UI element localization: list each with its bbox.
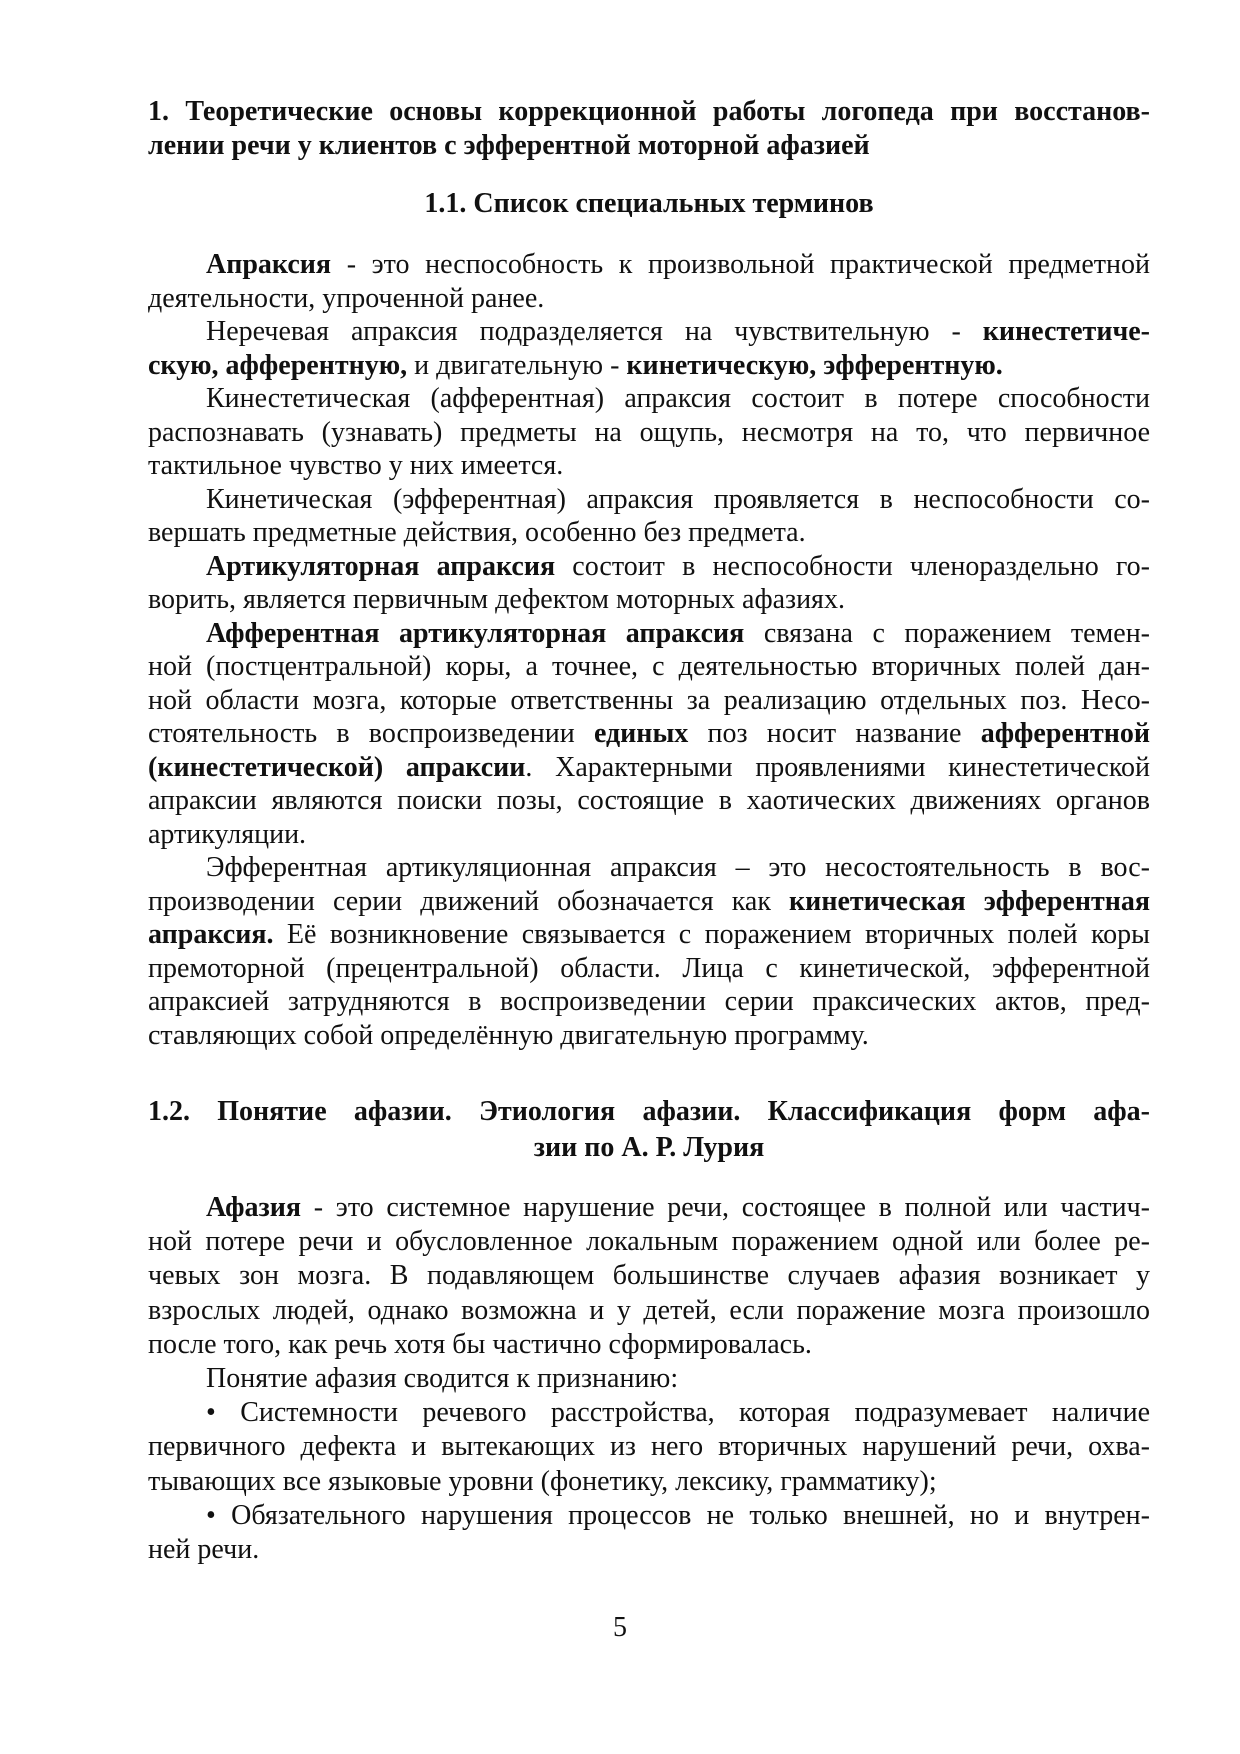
- text-run: апраксией затрудняются в воспроизведении серии праксических актов, пред-: [148, 986, 1150, 1017]
- text-line: [148, 952, 1150, 986]
- bold-term: Афазия: [206, 1192, 302, 1223]
- text-run: производении серии движений обозначается как: [148, 885, 790, 917]
- text-run: Кинетическая (эфферентная) апраксия проявляется в неспособности со-: [206, 483, 1150, 515]
- text-run: чевых зон мозга. В подавляющем большинстве случаев афазия возникает у: [148, 1260, 1150, 1292]
- paragraph: [148, 1362, 1150, 1396]
- text-run: состоит в неспособности членораздельно го-: [555, 550, 1151, 582]
- text-run: ной области мозга, которые ответственны за реализацию отдельных поз. Несо-: [148, 684, 1150, 716]
- paragraph: [148, 1499, 1150, 1567]
- text-line: [148, 1396, 1150, 1430]
- bold-term: афферентной: [980, 718, 1151, 749]
- paragraph: [148, 248, 1150, 315]
- text-line: [148, 717, 1150, 751]
- text-line: [148, 1130, 1150, 1166]
- text-line: [148, 315, 1150, 349]
- text-run: артикуляции.: [148, 818, 307, 850]
- text-run: зии по А. Р. Лурия: [533, 1132, 765, 1163]
- text-run: апраксии являются поиски позы, состоящие в хаотических движениях органов: [148, 785, 1150, 816]
- bold-term: Афферентная артикуляторная апраксия: [206, 617, 745, 649]
- text-run: распознавать (узнавать) предметы на ощупь, несмотря на то, что первичное: [148, 416, 1150, 448]
- paragraph: [148, 483, 1150, 550]
- text-line: [148, 483, 1150, 517]
- paragraph: [148, 382, 1150, 483]
- paragraph: [148, 1191, 1150, 1362]
- section-1-1-body: [148, 248, 1150, 1052]
- text-line: [148, 1362, 1150, 1396]
- text-run: Эфферентная артикуляционная апраксия – это несостоятельность в вос-: [206, 852, 1150, 883]
- text-run: . Характерными проявлениями кинестетической: [525, 751, 1150, 783]
- text-line: [148, 282, 1150, 316]
- text-line: [148, 851, 1150, 885]
- text-run: после того, как речь хотя бы частично сформировалась.: [148, 1328, 812, 1360]
- text-run: ставляющих собой определённую двигательную программу.: [148, 1019, 869, 1051]
- text-line: [148, 95, 1150, 129]
- text-run: 1. Теоретические основы коррекционной работы логопеда при восстанов-: [148, 96, 1150, 127]
- text-line: [148, 818, 1150, 852]
- text-run: Кинестетическая (афферентная) апраксия состоит в потере способности: [206, 383, 1150, 414]
- text-line: [148, 1094, 1150, 1130]
- text-line: [148, 583, 1150, 617]
- chapter-heading: [148, 95, 1150, 163]
- paragraph: [148, 851, 1150, 1052]
- text-line: [148, 684, 1150, 718]
- text-run: тывающих все языковые уровни (фонетику, лексику, грамматику);: [148, 1465, 937, 1497]
- text-run: ной (постцентральной) коры, а точнее, с деятельностью вторичных полей дан-: [148, 651, 1150, 682]
- text-line: [148, 516, 1150, 550]
- text-run: и двигательную -: [407, 349, 627, 381]
- text-line: [148, 650, 1150, 684]
- text-run: связана с поражением темен-: [744, 617, 1151, 649]
- text-line: [148, 550, 1150, 584]
- text-line: [148, 1328, 1150, 1362]
- text-run: вершать предметные действия, особенно без предмета.: [148, 517, 806, 548]
- paragraph: [148, 1396, 1150, 1499]
- text-run: Понятие афазия сводится к признанию:: [206, 1363, 679, 1395]
- text-line: [148, 1533, 1150, 1567]
- text-run: стоятельность в воспроизведении: [148, 718, 594, 749]
- bold-term: кинетическая эфферентная: [789, 885, 1150, 917]
- section-1-2-body: [148, 1191, 1150, 1567]
- text-line: [148, 382, 1150, 416]
- text-run: премоторной (прецентральной) области. Лица с кинетической, эфферентной: [148, 952, 1150, 984]
- bold-term: (кинестетической) апраксии: [148, 751, 526, 783]
- text-line: [148, 985, 1150, 1019]
- bold-term: единых: [593, 718, 689, 749]
- paragraph: [148, 315, 1150, 382]
- text-run: 1.2. Понятие афазии. Этиология афазии. Классификация форм афа-: [148, 1096, 1150, 1127]
- text-run: ворить, является первичным дефектом моторных афазиях.: [148, 584, 845, 615]
- page-number: 5: [613, 1612, 627, 1643]
- bold-term: скую, афферентную,: [148, 349, 408, 381]
- text-run: ной потере речи и обусловленное локальным поражением одной или более ре-: [148, 1226, 1150, 1258]
- text-run: лении речи у клиентов с эфферентной моторной афазией: [148, 130, 870, 161]
- text-run: деятельности, упроченной ранее.: [148, 282, 545, 314]
- text-run: ней речи.: [148, 1534, 260, 1566]
- text-line: [148, 1430, 1150, 1464]
- text-line: [148, 129, 1150, 163]
- text-line: [148, 1019, 1150, 1053]
- text-run: - это системное нарушение речи, состоящее в полной или частич-: [301, 1192, 1150, 1223]
- text-run: • Обязательного нарушения процессов не только внешней, но и внутрен-: [206, 1499, 1150, 1531]
- text-run: Неречевая апраксия подразделяется на чувствительную -: [206, 316, 983, 347]
- bold-term: кинестетиче-: [982, 316, 1150, 347]
- bold-term: апраксия.: [148, 919, 274, 950]
- text-line: [148, 1465, 1150, 1499]
- text-run: взрослых людей, однако возможна и у детей, если поражение мозга произошло: [148, 1294, 1150, 1326]
- text-line: [148, 1294, 1150, 1328]
- section-heading-1-2: [148, 1094, 1150, 1166]
- bold-term: Апраксия: [206, 249, 332, 280]
- text-line: [148, 248, 1150, 282]
- text-line: [148, 784, 1150, 818]
- text-run: первичного дефекта и вытекающих из него вторичных нарушений речи, охва-: [148, 1431, 1150, 1463]
- bold-term: кинетическую, эфферентную.: [626, 349, 1003, 381]
- text-line: [148, 449, 1150, 483]
- text-run: тактильное чувство у них имеется.: [148, 450, 564, 481]
- text-line: [148, 885, 1150, 919]
- text-line: [148, 1259, 1150, 1293]
- text-line: [148, 1191, 1150, 1225]
- text-line: [148, 751, 1150, 785]
- text-line: [148, 617, 1150, 651]
- text-run: - это неспособность к произвольной практической предметной: [331, 249, 1150, 280]
- text-line: [148, 1225, 1150, 1259]
- bold-term: Артикуляторная апраксия: [206, 550, 556, 582]
- text-line: [148, 1499, 1150, 1533]
- text-run: • Системности речевого расстройства, которая подразумевает наличие: [206, 1397, 1150, 1429]
- text-line: [148, 349, 1150, 383]
- paragraph: [148, 617, 1150, 852]
- paragraph: [148, 550, 1150, 617]
- section-heading-1-1: 1.1. Список специальных терминов: [424, 188, 874, 219]
- text-line: [148, 416, 1150, 450]
- text-run: поз носит название: [688, 718, 981, 749]
- text-run: Её возникновение связывается с поражением вторичных полей коры: [273, 919, 1150, 950]
- text-line: [148, 918, 1150, 952]
